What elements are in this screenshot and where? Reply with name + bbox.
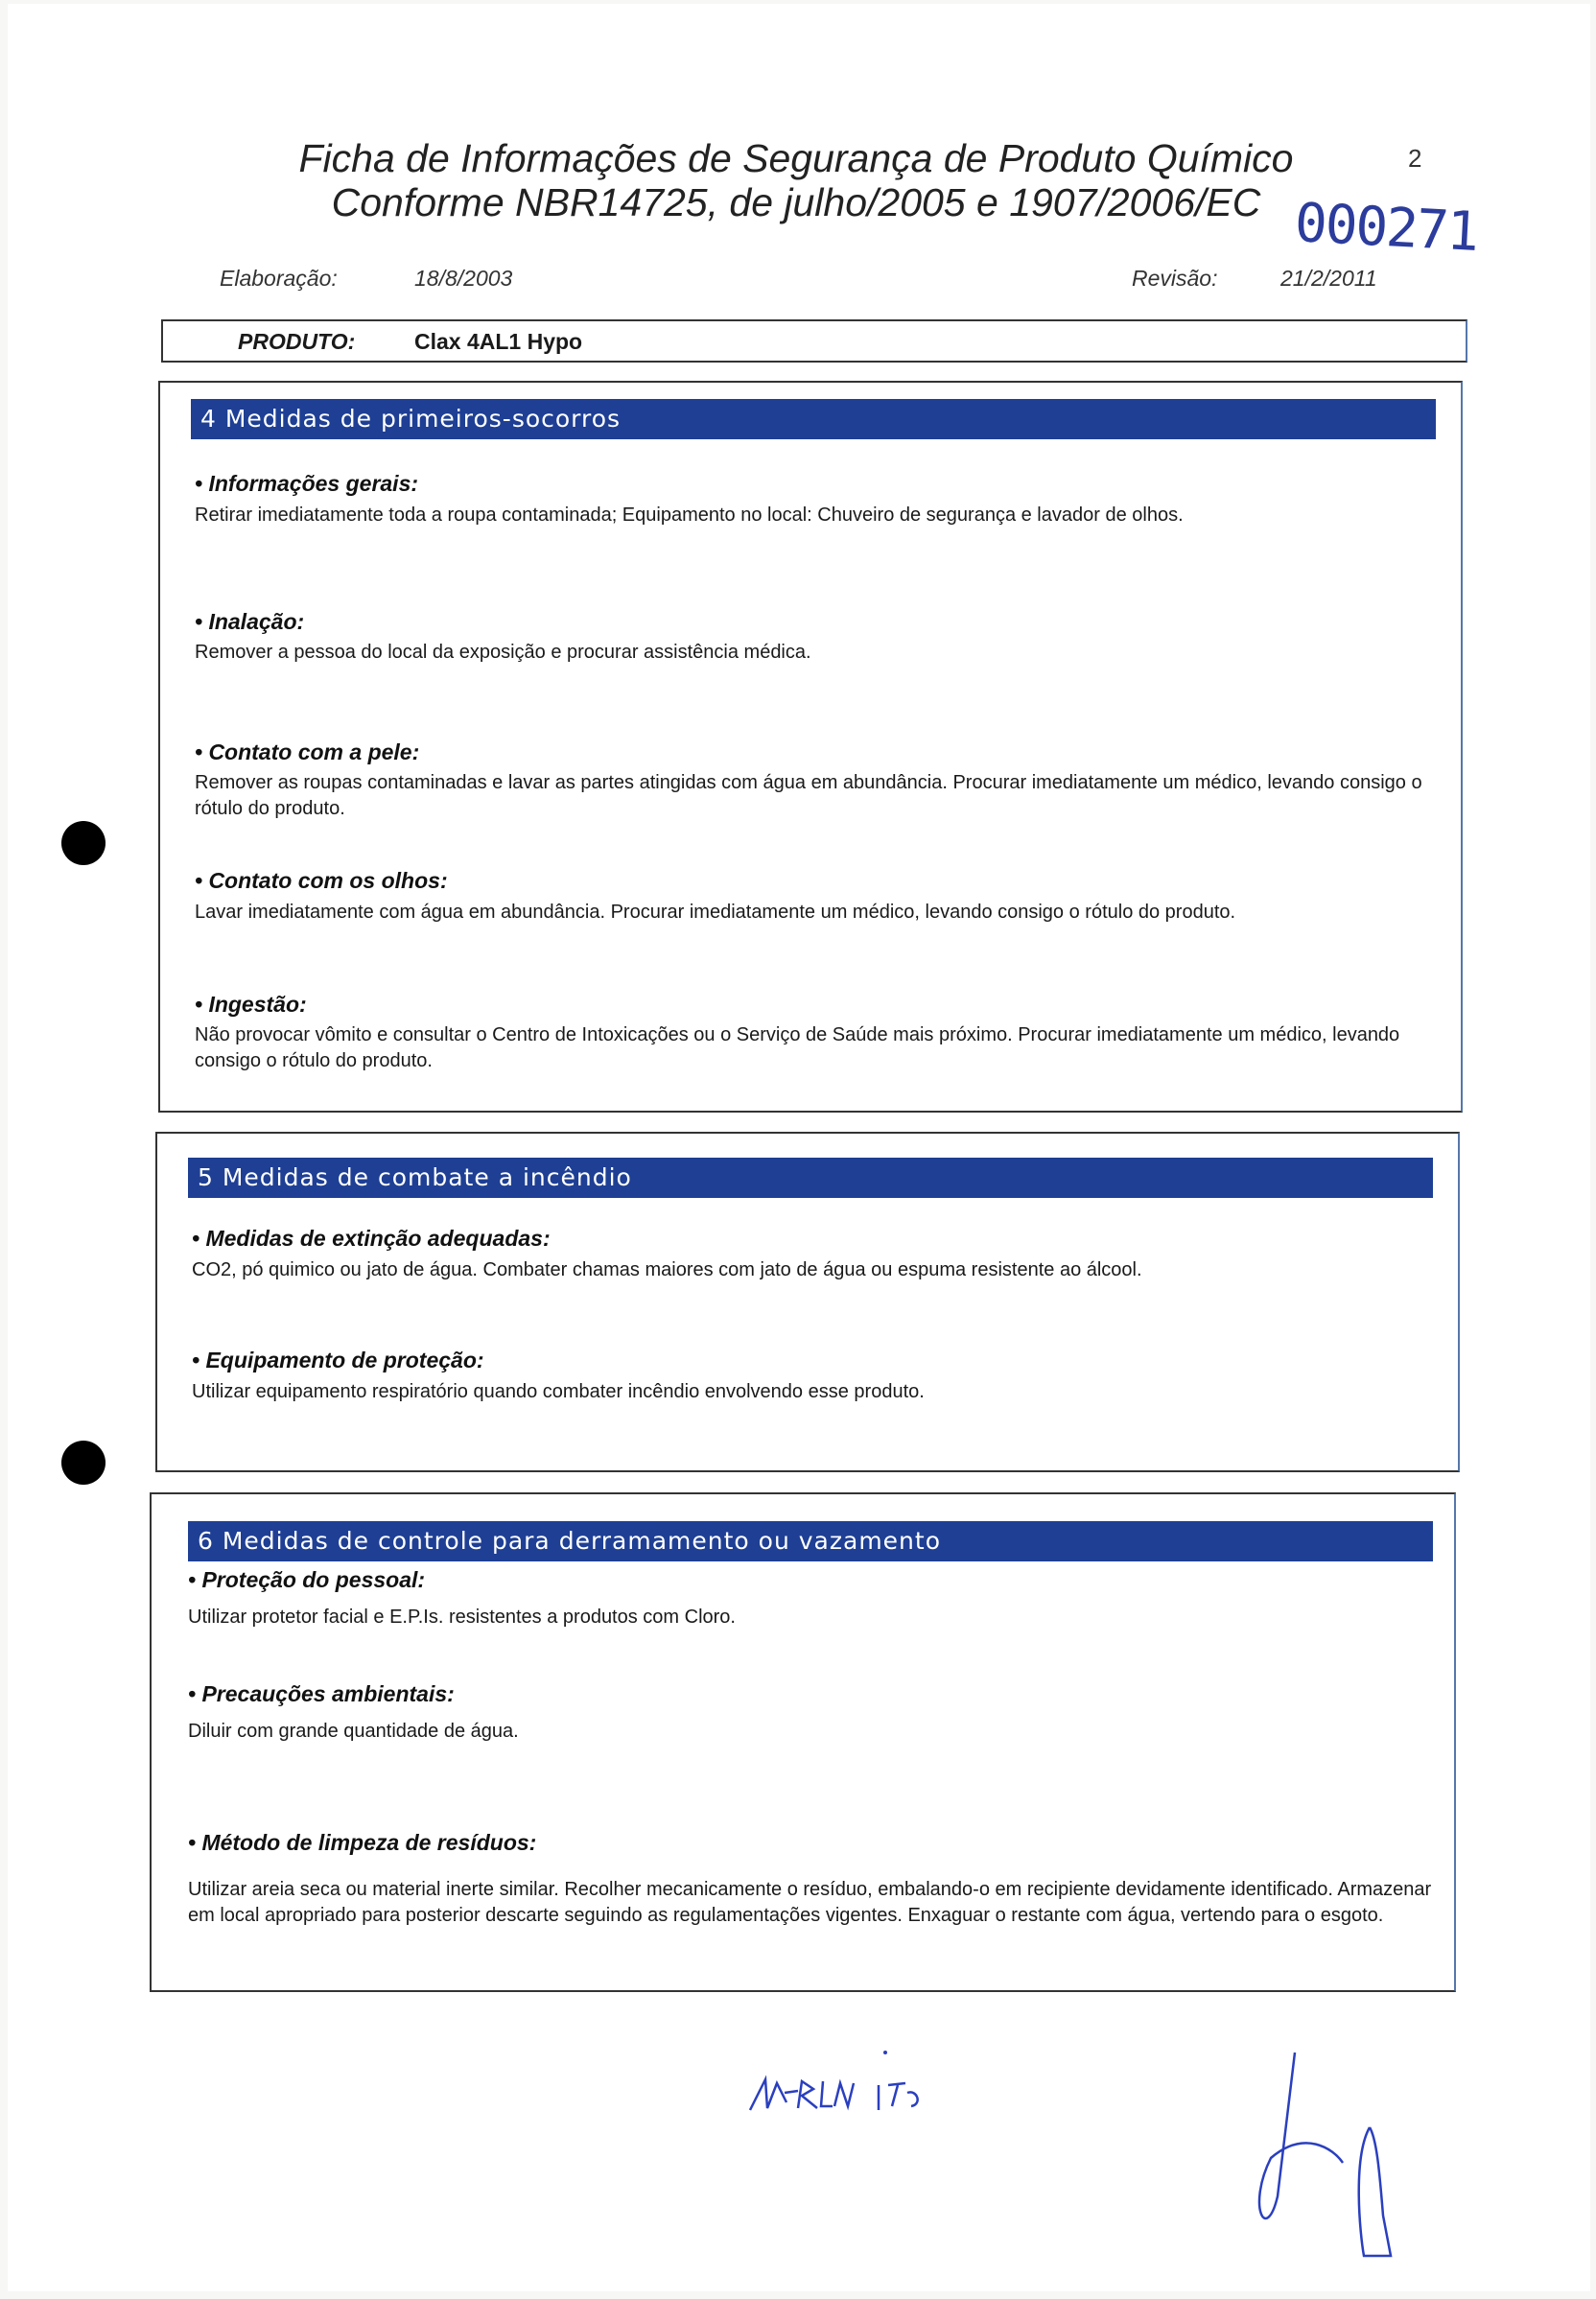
section-item-text: Retirar imediatamente toda a roupa contaminada; Equipamento no local: Chuveiro de segurança e lavador de olhos. [195,504,1184,526]
page-number: 2 [1408,144,1422,173]
section-item-heading: • Precauções ambientais: [188,1681,455,1706]
section-4-header: 4 Medidas de primeiros-socorros [191,399,1436,439]
section-item-text: Não provocar vômito e consultar o Centro de Intoxicações ou o Serviço de Saúde mais próximo. Procurar imediatamente um médico, levando consigo o rótulo do produto. [195,1024,1400,1071]
section-item-text: Diluir com grande quantidade de água. [188,1721,519,1742]
elaboracao-label: Elaboração: [220,266,338,291]
elaboracao-date: 18/8/2003 [414,266,513,291]
section-item-heading: • Medidas de extinção adequadas: [192,1226,551,1251]
section-item-heading: • Ingestão: [195,992,307,1017]
section-item-heading: • Inalação: [195,609,305,634]
section-item-heading: • Proteção do pessoal: [188,1567,426,1592]
revisao-date: 21/2/2011 [1280,266,1377,291]
section-item-text: CO2, pó quimico ou jato de água. Combater chamas maiores com jato de água ou espuma resistente ao álcool. [192,1259,1142,1280]
produto-label: PRODUTO: [238,329,356,354]
produto-value: Clax 4AL1 Hypo [414,329,583,354]
section-item-heading: • Contato com a pele: [195,739,420,764]
punch-hole [61,821,106,865]
document-subtitle: Conforme NBR14725, de julho/2005 e 1907/2006/EC [331,180,1261,224]
stamp-number: 000271 [1293,192,1479,264]
section-item-text: Remover a pessoa do local da exposição e procurar assistência médica. [195,642,811,663]
section-item-text: Utilizar protetor facial e E.P.Is. resistentes a produtos com Cloro. [188,1607,736,1628]
section-item-text: Remover as roupas contaminadas e lavar as partes atingidas com água em abundância. Procurar imediatamente um médico, levando consigo o rótulo do produto. [195,772,1422,819]
section-item-heading: • Contato com os olhos: [195,868,448,893]
section-item-heading: • Equipamento de proteção: [192,1348,484,1372]
handwritten-signature [1228,2043,1458,2264]
section-item-heading: • Método de limpeza de resíduos: [188,1830,537,1855]
section-item-heading: • Informações gerais: [195,471,419,496]
section-item-text: Lavar imediatamente com água em abundância. Procurar imediatamente um médico, levando consigo o rótulo do produto. [195,902,1236,923]
section-5-header: 5 Medidas de combate a incêndio [188,1158,1433,1198]
section-item-text: Utilizar areia seca ou material inerte similar. Recolher mecanicamente o resíduo, embalando-o em recipiente devidamente identificado. Armazenar em local apropriado para posterior descarte seguindo as regulamentações vigentes. Enxaguar o restante com água, vertendo para o esgoto. [188,1879,1432,1926]
section-6-header: 6 Medidas de controle para derramamento ou vazamento [188,1521,1433,1561]
section-item-text: Utilizar equipamento respiratório quando combater incêndio envolvendo esse produto. [192,1381,925,1402]
document-title: Ficha de Informações de Segurança de Produto Químico [298,136,1294,180]
punch-hole [61,1441,106,1485]
revisao-label: Revisão: [1132,266,1218,291]
handwritten-name-signature [739,2043,969,2120]
product-box [161,319,1467,363]
